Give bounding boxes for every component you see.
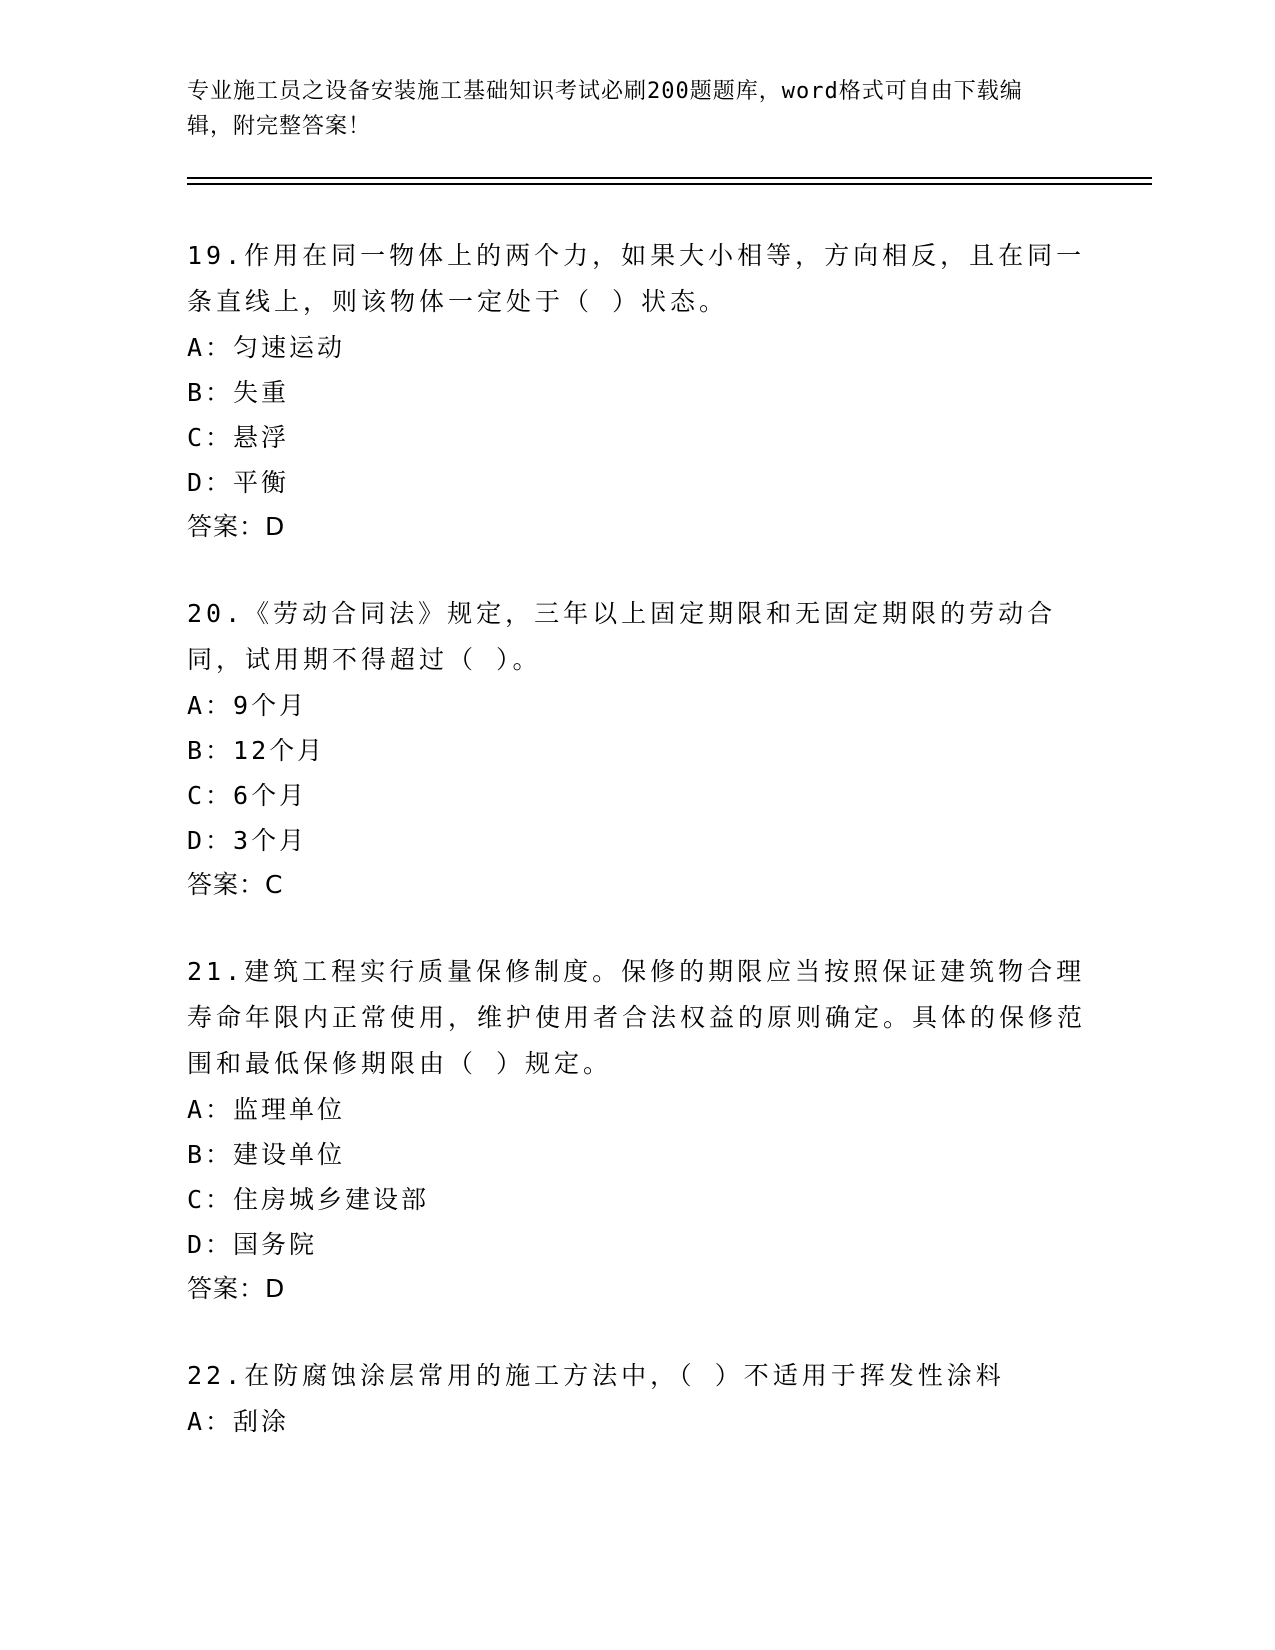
question-text: 22.在防腐蚀涂层常用的施工方法中，（ ）不适用于挥发性涂料 (187, 1361, 1005, 1390)
question-19 (187, 233, 1087, 549)
answer: 答案：D (187, 512, 286, 541)
option-a: A：9个月 (187, 691, 308, 720)
option-b: B：建设单位 (187, 1140, 346, 1169)
option-c: C：6个月 (187, 781, 308, 810)
option-a: A：匀速运动 (187, 333, 346, 362)
answer: 答案：C (187, 870, 284, 899)
option-b: B：12个月 (187, 736, 326, 765)
question-21 (187, 949, 1087, 1311)
option-c: C：住房城乡建设部 (187, 1185, 430, 1214)
question-list (187, 233, 1087, 1486)
option-c: C：悬浮 (187, 423, 290, 452)
question-text: 21.建筑工程实行质量保修制度。保修的期限应当按照保证建筑物合理寿命年限内正常使用，维护使用者合法权益的原则确定。具体的保修范围和最低保修期限由（ ）规定。 (187, 957, 1087, 1078)
header-rule-bottom (187, 183, 1152, 185)
option-d: D：平衡 (187, 468, 290, 497)
option-a: A：监理单位 (187, 1095, 346, 1124)
option-b: B：失重 (187, 378, 290, 407)
answer: 答案：D (187, 1274, 286, 1303)
option-d: D：国务院 (187, 1230, 318, 1259)
question-text: 19.作用在同一物体上的两个力，如果大小相等，方向相反，且在同一条直线上，则该物体一定处于（ ）状态。 (187, 241, 1086, 316)
question-text: 20.《劳动合同法》规定，三年以上固定期限和无固定期限的劳动合同，试用期不得超过（ ）。 (187, 599, 1057, 674)
header-rule-top (187, 177, 1152, 179)
document-header: 专业施工员之设备安装施工基础知识考试必刷200题题库，word格式可自由下载编辑，附完整答案！ (187, 79, 1023, 139)
option-a: A：刮涂 (187, 1407, 290, 1436)
question-20 (187, 591, 1087, 907)
option-d: D：3个月 (187, 826, 308, 855)
question-22 (187, 1353, 1087, 1444)
